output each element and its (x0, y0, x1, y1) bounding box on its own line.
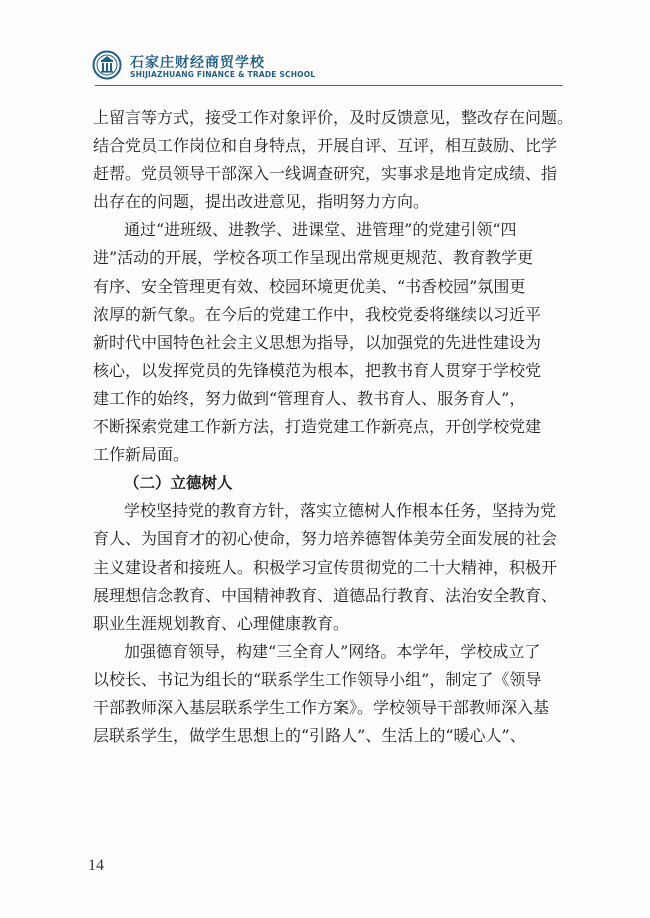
school-name-en: SHIJIAZHUANG FINANCE & TRADE SCHOOL (130, 70, 316, 79)
text-line: 结合党员工作岗位和自身特点，开展自评、互评，相互鼓励、比学 (93, 136, 558, 156)
text-line: 职业生涯规划教育、心理健康教育。 (93, 613, 350, 633)
text-line: 通过“进班级、进教学、进课堂、进管理”的党建引领“四 (124, 220, 517, 240)
text-line: 育人、为国育才的初心使命，努力培养德智体美劳全面发展的社会 (93, 529, 558, 549)
letterhead (92, 50, 562, 84)
section-heading: （二）立德树人 (124, 474, 233, 493)
text-line: 不断探索党建工作新方法，打造党建工作新亮点，开创学校党建 (93, 417, 542, 437)
text-line: 学校坚持党的教育方针，落实立德树人作根本任务，坚持为党 (124, 501, 557, 521)
text-line: 层联系学生，做学生思想上的“引路人”、生活上的“暖心人”、 (93, 726, 526, 746)
text-line: 上留言等方式，接受工作对象评价，及时反馈意见，整改存在问题。 (93, 108, 574, 127)
text-line: 赶帮。党员领导干部深入一线调查研究，实事求是地肯定成绩、指 (93, 164, 558, 184)
page-number: 14 (88, 857, 104, 874)
text-line: 主义建设者和接班人。积极学习宣传贯彻党的二十大精神，积极开 (93, 557, 558, 577)
text-line: 浓厚的新气象。在今后的党建工作中，我校党委将继续以习近平 (93, 304, 542, 324)
text-line: 建工作的始终，努力做到“管理育人、教书育人、服务育人”， (93, 388, 526, 408)
text-line: 进”活动的开展，学校各项工作呈现出常规更规范、教育教学更 (93, 248, 534, 268)
text-line: 有序、安全管理更有效、校园环境更优美、“书香校园”氛围更 (93, 276, 526, 296)
text-line: 新时代中国特色社会主义思想为指导，以加强党的先进性建设为 (93, 332, 542, 352)
text-line: 出存在的问题，提出改进意见，指明努力方向。 (93, 192, 430, 212)
header-divider (95, 85, 563, 86)
text-line: 展理想信念教育、中国精神教育、道德品行教育、法治安全教育、 (93, 585, 558, 605)
text-line: 工作新局面。 (93, 445, 190, 465)
school-emblem-icon (92, 50, 122, 80)
text-line: 核心，以发挥党员的先锋模范为根本，把教书育人贯穿于学校党 (93, 360, 542, 380)
body-text (93, 104, 573, 750)
text-line: 加强德育领导，构建“三全育人”网络。本学年，学校成立了 (124, 641, 541, 661)
school-name-cn: 石家庄财经商贸学校 (130, 55, 265, 71)
text-line: 干部教师深入基层联系学生工作方案》。学校领导干部教师深入基 (93, 697, 550, 717)
text-line: 以校长、书记为组长的“联系学生工作领导小组”，制定了《领导 (93, 669, 542, 689)
